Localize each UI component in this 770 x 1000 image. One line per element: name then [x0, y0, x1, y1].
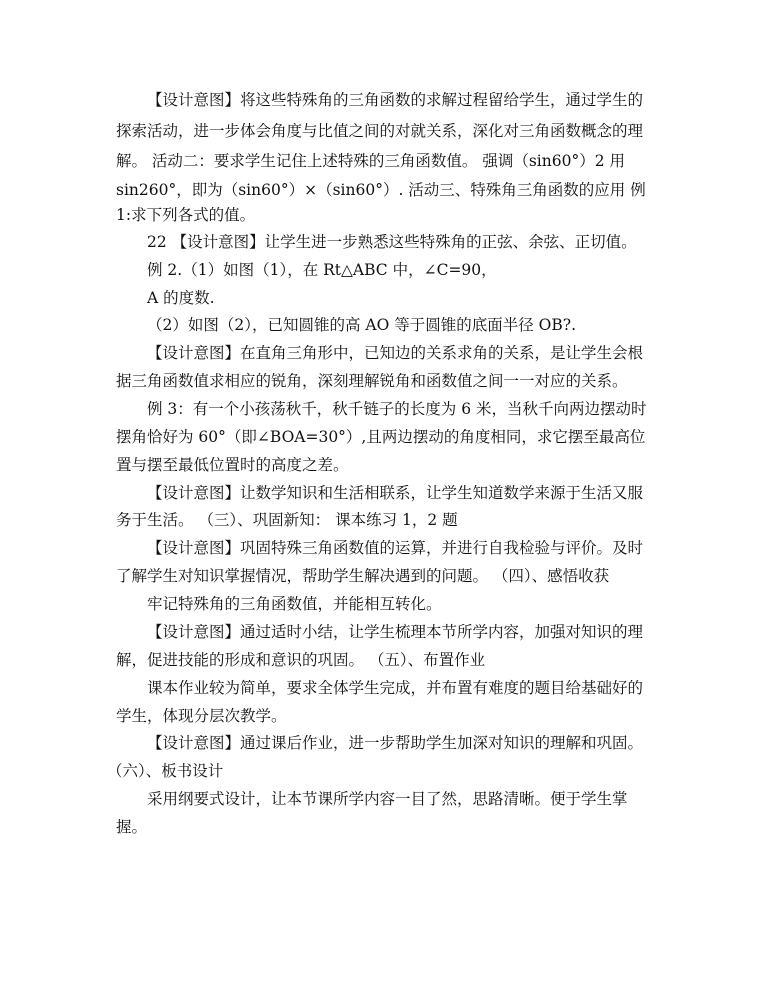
paragraph-line: 探索活动，进一步体会角度与比值之间的对就关系，深化对三角函数概念的理	[116, 122, 644, 140]
paragraph-line: A 的度数.	[147, 289, 215, 307]
paragraph-line: 解，促进技能的形成和意识的巩固。 （五）、布置作业	[116, 651, 486, 669]
paragraph-line: 摆角恰好为 60°（即∠BOA=30°）,且两边摆动的角度相同，求它摆至最高位	[116, 428, 646, 446]
paragraph-line: 1:求下列各式的值。	[116, 206, 256, 224]
paragraph-line: 【设计意图】通过适时小结，让学生梳理本节所学内容，加强对知识的理	[147, 623, 644, 641]
paragraph-line: 例 2.（1）如图（1），在 Rt△ABC 中，∠C=90，	[147, 261, 497, 279]
paragraph-line: 握。	[116, 818, 148, 836]
paragraph-line: 【设计意图】让数学知识和生活相联系，让学生知道数学来源于生活又服	[147, 484, 644, 502]
paragraph-line: 了解学生对知识掌握情况，帮助学生解决遇到的问题。 （四）、感悟收获	[116, 567, 610, 585]
paragraph-line: 据三角函数值求相应的锐角，深刻理解锐角和函数值之间一一对应的关系。	[116, 372, 628, 390]
paragraph-line: 学生，体现分层次教学。	[116, 707, 287, 725]
paragraph-line: 【设计意图】将这些特殊角的三角函数的求解过程留给学生，通过学生的	[147, 91, 644, 109]
paragraph-line: 采用纲要式设计，让本节课所学内容一目了然，思路清晰。便于学生掌	[147, 790, 628, 808]
paragraph-line: 例 3：有一个小孩荡秋千，秋千链子的长度为 6 米，当秋千向两边摆动时	[147, 400, 647, 418]
section-heading: （六）、板书设计	[107, 762, 224, 780]
paragraph-line: 课本作业较为简单，要求全体学生完成，并布置有难度的题目给基础好的	[147, 679, 644, 697]
paragraph-line: 解。 活动二：要求学生记住上述特殊的三角函数值。 强调（sin60°）2 用	[116, 152, 626, 170]
paragraph-line: 牢记特殊角的三角函数值，并能相互转化。	[147, 595, 442, 613]
paragraph-line: 置与摆至最低位置时的高度之差。	[116, 456, 349, 474]
paragraph-line: 【设计意图】在直角三角形中，已知边的关系求角的关系，是让学生会根	[147, 344, 644, 362]
paragraph-line: 【设计意图】巩固特殊三角函数值的运算，并进行自我检验与评价。及时	[147, 539, 644, 557]
paragraph-line: （2）如图（2），已知圆锥的高 AO 等于圆锥的底面半径 OB?.	[147, 316, 576, 334]
paragraph-line: 务于生活。 （三）、巩固新知： 课本练习 1，2 题	[116, 511, 458, 529]
paragraph-line: 【设计意图】通过课后作业，进一步帮助学生加深对知识的理解和巩固。	[147, 734, 644, 752]
paragraph-line: 22 【设计意图】让学生进一步熟悉这些特殊角的正弦、余弦、正切值。	[147, 233, 637, 251]
paragraph-line: sin260°，即为（sin60°）×（sin60°）. 活动三、特殊角三角函数的应用 例	[116, 181, 646, 199]
